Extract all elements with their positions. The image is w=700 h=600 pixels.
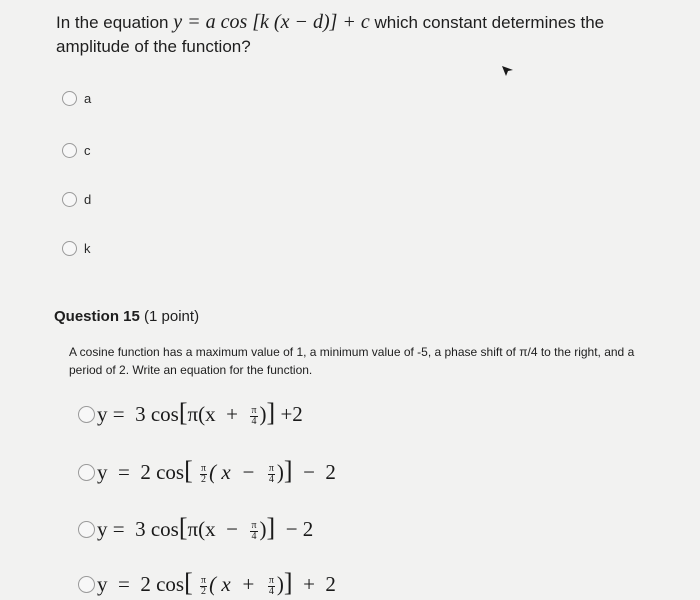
equation-option-3[interactable] <box>78 513 314 542</box>
option-label: a <box>84 91 92 106</box>
equation-option-4[interactable] <box>78 568 336 597</box>
question-15-points: (1 point) <box>144 308 200 325</box>
equation-text: y = 3 cos[π(x − $\frac{\pi}{4}$ )] − 2 <box>97 513 314 542</box>
equation-option-2[interactable] <box>78 456 336 485</box>
option-label: k <box>84 241 91 256</box>
question-15-text: A cosine function has a maximum value of 1, a minimum value of -5, a phase shift of π/4 to the right, and a period of 2. Write an equation for the function. <box>69 345 635 377</box>
radio-button[interactable] <box>62 91 77 106</box>
equation-text: y = 2 cos[ $\frac{\pi}{2}$ ( x + $\frac{\pi}{4}$ )] + 2 <box>97 568 336 597</box>
question-14-text <box>56 10 676 59</box>
radio-button[interactable] <box>78 406 95 423</box>
question-14-prefix: In the equation <box>56 13 169 32</box>
equation-text: y = 3 cos[π(x + $\frac{\pi}{4}$ )] +2 <box>97 398 303 427</box>
option-k[interactable] <box>62 241 91 256</box>
option-label: c <box>84 143 91 158</box>
mouse-cursor-icon <box>501 64 515 78</box>
equation-option-1[interactable] <box>78 398 303 427</box>
option-label: d <box>84 192 92 207</box>
radio-button[interactable] <box>62 241 77 256</box>
radio-button[interactable] <box>62 143 77 158</box>
radio-button[interactable] <box>62 192 77 207</box>
radio-button[interactable] <box>78 521 95 538</box>
radio-button[interactable] <box>78 464 95 481</box>
question-15-header <box>54 308 199 325</box>
option-c[interactable] <box>62 143 91 158</box>
question-15-label: Question 15 <box>54 308 140 325</box>
radio-button[interactable] <box>78 576 95 593</box>
option-d[interactable] <box>62 192 91 207</box>
option-a[interactable] <box>62 91 91 106</box>
equation-text: y = 2 cos[ $\frac{\pi}{2}$ ( x − $\frac{\pi}{4}$ )] − 2 <box>97 456 336 485</box>
question-14-line2: amplitude of the function? <box>56 37 251 56</box>
question-14-suffix: which constant determines the <box>374 13 605 32</box>
question-14-equation: y = a cos [k (x − d)] + c <box>173 11 370 33</box>
